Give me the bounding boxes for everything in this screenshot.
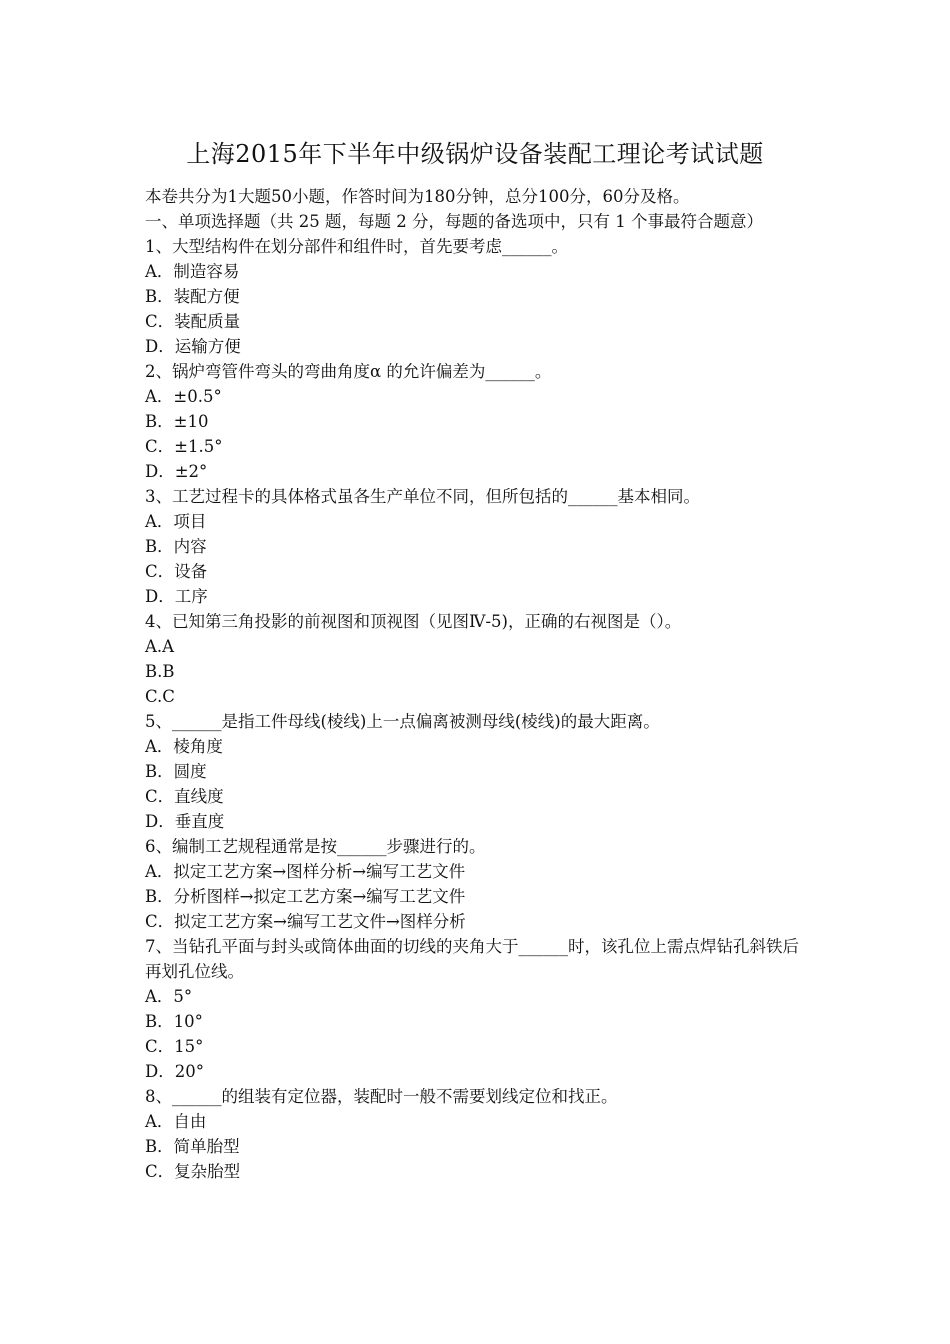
question-3: [145, 484, 810, 609]
option-d: D．20°: [145, 1062, 204, 1081]
question-2: [145, 359, 810, 484]
option-d: D．±2°: [145, 462, 208, 481]
question-stem: 6、编制工艺规程通常是按______步骤进行的。: [145, 837, 486, 856]
option-b: B．简单胎型: [145, 1137, 240, 1156]
option-c: C．15°: [145, 1037, 204, 1056]
option-b: B．10°: [145, 1012, 203, 1031]
question-stem: 7、当钻孔平面与封头或筒体曲面的切线的夹角大于______时，该孔位上需点焊钻孔斜铁后再划孔位线。: [145, 937, 799, 981]
exam-intro: 本卷共分为1大题50小题，作答时间为180分钟，总分100分，60分及格。: [145, 187, 690, 206]
option-a: A．制造容易: [145, 262, 240, 281]
option-c: C．直线度: [145, 787, 224, 806]
option-b: B．内容: [145, 537, 207, 556]
section-heading: 一、单项选择题（共 25 题，每题 2 分，每题的备选项中，只有 1 个事最符合题意）: [145, 212, 763, 231]
document-body: [145, 184, 810, 1184]
question-4: [145, 609, 810, 709]
option-d: D．运输方便: [145, 337, 241, 356]
option-c: C．复杂胎型: [145, 1162, 241, 1181]
option-d: D．垂直度: [145, 812, 225, 831]
option-b: B．±10: [145, 412, 209, 431]
option-c: C．拟定工艺方案→编写工艺文件→图样分析: [145, 912, 466, 931]
question-stem: 3、工艺过程卡的具体格式虽各生产单位不同，但所包括的______基本相同。: [145, 487, 700, 506]
question-6: [145, 834, 810, 934]
question-5: [145, 709, 810, 834]
question-8: [145, 1084, 810, 1184]
option-c: C．设备: [145, 562, 208, 581]
option-c: C．装配质量: [145, 312, 241, 331]
option-b: B.B: [145, 662, 175, 681]
question-stem: 5、______是指工件母线(棱线)上一点偏离被测母线(棱线)的最大距离。: [145, 712, 660, 731]
document-title: 上海2015年下半年中级锅炉设备装配工理论考试试题: [186, 140, 764, 168]
question-7: [145, 934, 810, 1084]
option-a: A．±0.5°: [145, 387, 222, 406]
option-d: D．工序: [145, 587, 208, 606]
option-b: B．装配方便: [145, 287, 240, 306]
option-b: B．分析图样→拟定工艺方案→编写工艺文件: [145, 887, 466, 906]
option-a: A.A: [145, 637, 175, 656]
option-a: A．自由: [145, 1112, 207, 1131]
question-1: [145, 234, 810, 359]
option-c: C．±1.5°: [145, 437, 223, 456]
question-stem: 1、大型结构件在划分部件和组件时，首先要考虑______。: [145, 237, 568, 256]
option-a: A．拟定工艺方案→图样分析→编写工艺文件: [145, 862, 466, 881]
question-stem: 8、______的组装有定位器，装配时一般不需要划线定位和找正。: [145, 1087, 618, 1106]
option-a: A．棱角度: [145, 737, 223, 756]
question-stem: 4、已知第三角投影的前视图和顶视图（见图Ⅳ-5)，正确的右视图是（）。: [145, 612, 682, 631]
option-c: C.C: [145, 687, 175, 706]
question-stem: 2、锅炉弯管件弯头的弯曲角度α 的允许偏差为______。: [145, 362, 552, 381]
option-a: A．项目: [145, 512, 207, 531]
option-a: A．5°: [145, 987, 193, 1006]
option-b: B．圆度: [145, 762, 207, 781]
